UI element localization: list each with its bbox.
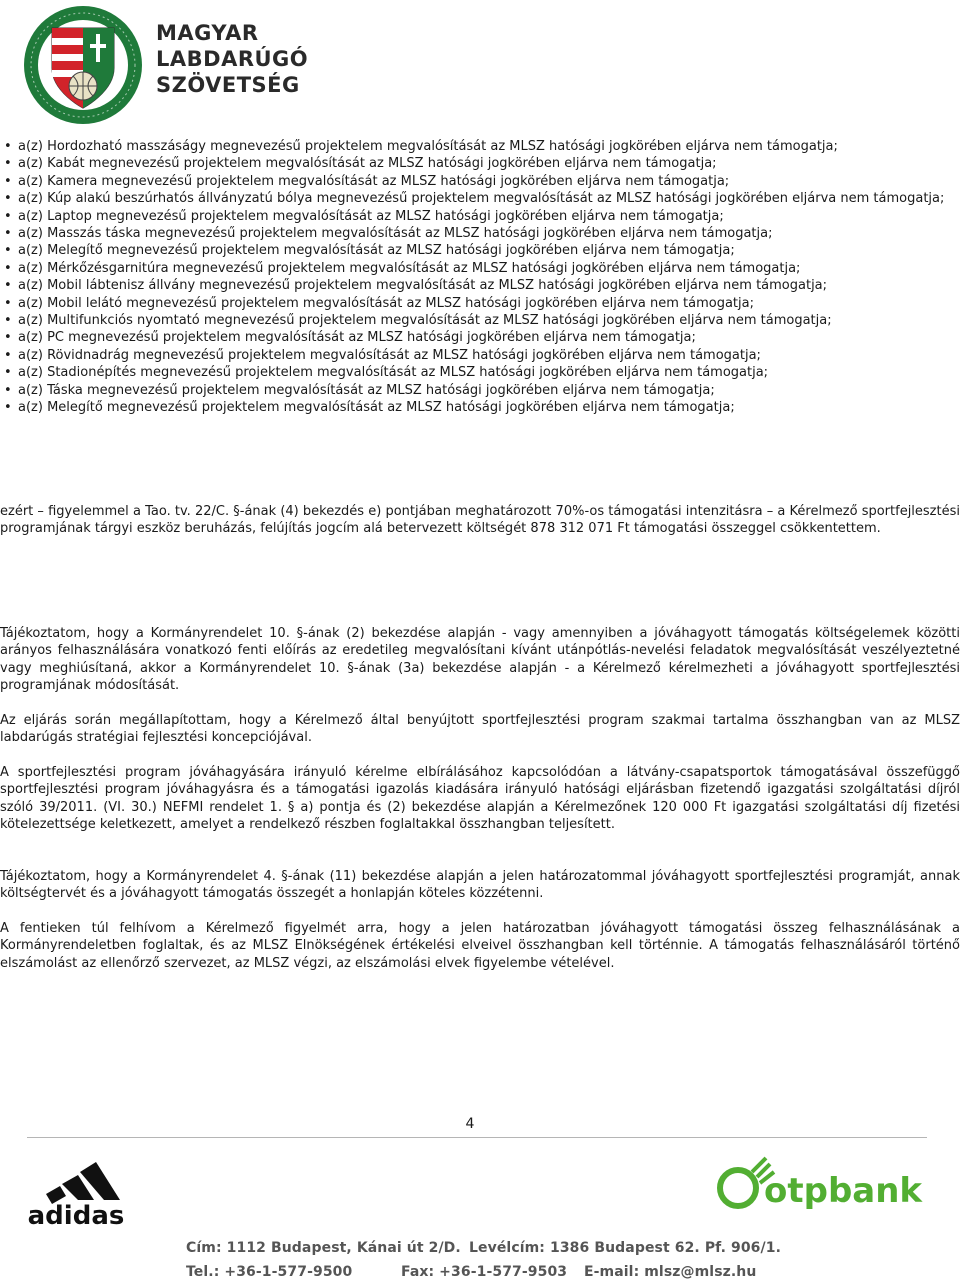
org-name-line2: LABDARÚGÓ: [156, 47, 309, 71]
paragraph-tajekoztatom-kozzetetel: Tájékoztatom, hogy a Kormányrendelet 4. §-ának (11) bekezdése alapján a jelen határozatommal jóváhagyott sportfejlesztési programját, annak költségtervét és a jóváhagyott támogatás összegét a honlapján köteles közzétenni.: [0, 869, 960, 902]
footer-contact-line1: [186, 1240, 806, 1256]
otpbank-wordmark: otpbank: [764, 1171, 923, 1211]
list-item: • a(z) Melegítő megnevezésű projektelem megvalósítását az MLSZ hatósági jogkörében eljárva nem támogatja;: [4, 400, 735, 416]
list-item: • a(z) Masszás táska megnevezésű projektelem megvalósítását az MLSZ hatósági jogkörében eljárva nem támogatja;: [4, 226, 773, 242]
project-item-list: [0, 138, 960, 417]
list-item: • a(z) Kúp alakú beszúrhatós állványzatú bólya megnevezésű projektelem megvalósítását az MLSZ hatósági jogkörében eljárva nem támogatja;: [4, 191, 945, 207]
list-item: • a(z) Kabát megnevezésű projektelem megvalósítását az MLSZ hatósági jogkörében eljárva nem támogatja;: [4, 156, 717, 172]
paragraph-felhivom: A fentieken túl felhívom a Kérelmező figyelmét arra, hogy a jelen határozatban jóváhagyott támogatási összeg felhasználásának a Kormányrendeletben foglaltak, és az MLSZ Elnökségének értékelési elveivel összhangban kell történnie. A támogatás felhasználásáról történő elszámolást az ellenőrző szervezet, az MLSZ végzi, az elszámolási elvek figyelembe vételével.: [0, 921, 960, 971]
list-item: • a(z) Stadionépítés megnevezésű projektelem megvalósítását az MLSZ hatósági jogkörében eljárva nem támogatja;: [4, 365, 769, 381]
list-item: • a(z) Rövidnadrág megnevezésű projektelem megvalósítását az MLSZ hatósági jogkörében eljárva nem támogatja;: [4, 347, 761, 363]
org-name: [156, 20, 308, 98]
list-item: • a(z) Multifunkciós nyomtató megnevezésű projektelem megvalósítását az MLSZ hatósági jogkörében eljárva nem támogatja;: [4, 313, 832, 329]
list-item: • a(z) Mérkőzésgarnitúra megnevezésű projektelem megvalósítását az MLSZ hatósági jogkörében eljárva nem támogatja;: [4, 260, 801, 276]
list-item: • a(z) Mobil lábtenisz állvány megnevezésű projektelem megvalósítását az MLSZ hatósági jogkörében eljárva nem támogatja;: [4, 278, 828, 294]
adidas-logo: [20, 1148, 132, 1232]
list-item: • a(z) Laptop megnevezésű projektelem megvalósítását az MLSZ hatósági jogkörében eljárva nem támogatja;: [4, 208, 724, 224]
list-item: • a(z) Hordozható masszáságy megnevezésű projektelem megvalósítását az MLSZ hatósági jogkörében eljárva nem támogatja;: [4, 139, 838, 154]
list-item: • a(z) Kamera megnevezésű projektelem megvalósítását az MLSZ hatósági jogkörében eljárva nem támogatja;: [4, 173, 730, 189]
list-item: • a(z) Táska megnevezésű projektelem megvalósítását az MLSZ hatósági jogkörében eljárva nem támogatja;: [4, 382, 715, 398]
list-item: • a(z) Mobil lelátó megnevezésű projektelem megvalósítását az MLSZ hatósági jogkörében eljárva nem támogatja;: [4, 295, 754, 311]
footer-phone: Tel.: +36-1-577-9500: [186, 1264, 353, 1280]
list-item: • a(z) Melegítő megnevezésű projektelem megvalósítását az MLSZ hatósági jogkörében eljárva nem támogatja;: [4, 243, 735, 259]
footer-fax: Fax: +36-1-577-9503: [400, 1264, 568, 1280]
footer-address: Cím: 1112 Budapest, Kánai út 2/D.: [186, 1240, 461, 1256]
paragraph-tajekoztatom-modositas: Tájékoztatom, hogy a Kormányrendelet 10. §-ának (2) bekezdése alapján - vagy amennyiben a jóváhagyott támogatás költségelemek közötti arányos felhasználására vonatkozó fenti előírás az eredetileg megvalósítani kívánt utánpótlás-nevelési feladatok megvalósítását veszélyeztetné vagy meghiúsítaná, akkor a Kormányrendelet 10. §-ának (3a) bekezdése alapján - a Kérelmező kérelmezheti a jóváhagyott sportfejlesztési programjának módosítását.: [0, 626, 960, 694]
mlsz-crest-logo: [22, 4, 144, 130]
footer-postal-address: Levélcím: 1386 Budapest 62. Pf. 906/1.: [468, 1240, 781, 1256]
paragraph-ezert: ezért – figyelemmel a Tao. tv. 22/C. §-ának (4) bekezdés e) pontjában meghatározott 70%-os támogatási intenzitásra – a Kérelmező sportfejlesztési programjának tárgyi eszköz beruházás, felújítás jogcím alá betervezett költségét 878 312 071 Ft támogatási összeggel csökkentettem.: [0, 504, 960, 537]
adidas-wordmark: adidas: [27, 1201, 125, 1228]
paragraph-igazgatasi-dij: A sportfejlesztési program jóváhagyására irányuló kérelme elbírálásához kapcsolódóan a látvány-csapatsportok támogatásával összefüggő sportfejlesztési program jóváhagyásra és a támogatási igazolás kiadására irányuló hatósági eljárásban fizetendő igazgatási szolgáltatási díjról szóló 39/2011. (VI. 30.) NEFMI rendelet 1. § a) pontja és (2) bekezdése alapján a Kérelmezőnek 120 000 Ft igazgatási szolgáltatási díj fizetési kötelezettsége keletkezett, amelyet a rendelkező részben foglaltakkal összhangban teljesített.: [0, 765, 960, 833]
org-name-line3: SZÖVETSÉG: [156, 73, 300, 97]
footer-email: E-mail: mlsz@mlsz.hu: [583, 1264, 757, 1280]
list-item: • a(z) PC megnevezésű projektelem megvalósítását az MLSZ hatósági jogkörében eljárva nem támogatja;: [4, 330, 696, 346]
org-name-line1: MAGYAR: [156, 21, 259, 45]
page-number: 4: [465, 1116, 475, 1132]
footer-contact-line2: [186, 1264, 806, 1280]
otpbank-logo: [712, 1150, 942, 1230]
paragraph-eljaras: Az eljárás során megállapítottam, hogy a Kérelmező által benyújtott sportfejlesztési program szakmai tartalma összhangban van az MLSZ labdarúgás stratégiai fejlesztési koncepciójával.: [0, 713, 960, 746]
footer-divider: [27, 1137, 927, 1138]
